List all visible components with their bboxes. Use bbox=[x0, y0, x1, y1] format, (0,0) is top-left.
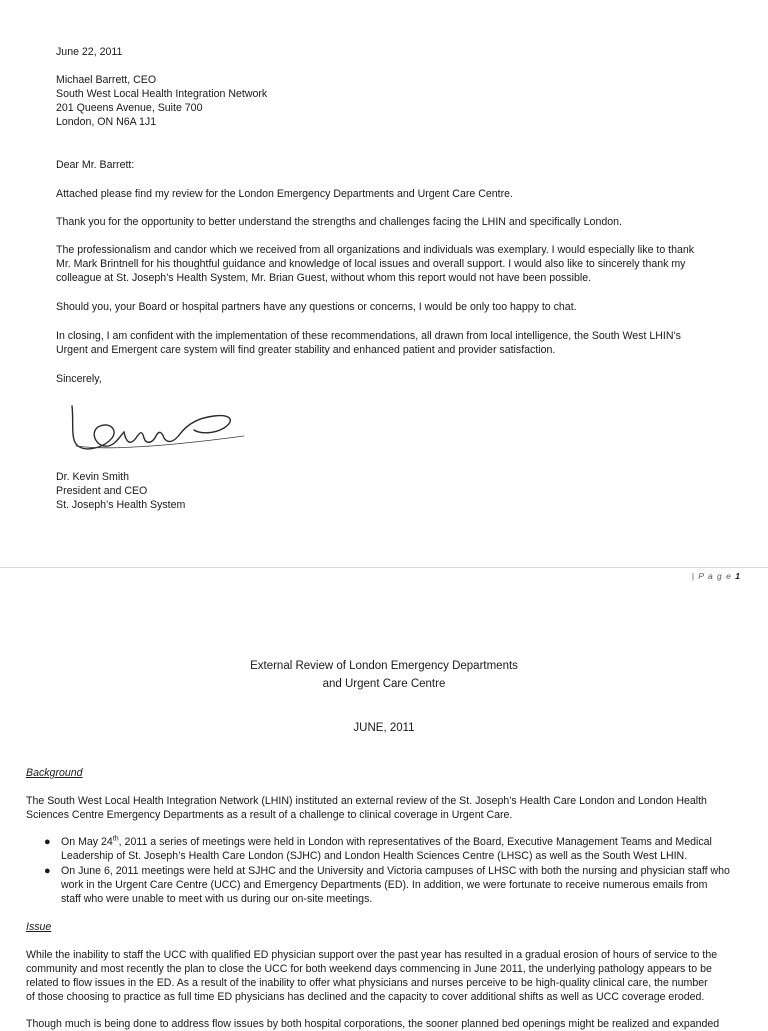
issue-heading: Issue bbox=[26, 921, 52, 933]
paragraph-line: related to flow issues in the ED. As a result of the inability to offer what physicians and nurses perceive to be high-quality clinical care, the number bbox=[26, 977, 708, 989]
paragraph-line: colleague at St. Joseph’s Health System, Mr. Brian Guest, without whom this report would not have been possible. bbox=[56, 272, 592, 284]
address-line: South West Local Health Integration Network bbox=[56, 88, 268, 100]
handwritten-signature bbox=[64, 398, 254, 458]
salutation: Dear Mr. Barrett: bbox=[56, 159, 135, 171]
report-date: JUNE, 2011 bbox=[353, 722, 415, 734]
paragraph-line: Sciences Centre Emergency Departments as a result of a challenge to clinical coverage in Urgent Care. bbox=[26, 809, 513, 821]
letter-paragraph bbox=[56, 215, 622, 229]
paragraph-line: community and most recently the plan to close the UCC for both weekend days commencing in June 2011, the underlying pathology appears to be bbox=[26, 963, 712, 975]
paragraph-line: The South West Local Health Integration Network (LHIN) instituted an external review of the St. Joseph’s Health Care London and London Health bbox=[26, 795, 707, 807]
bullet-text: , 2011 a series of meetings were held in London with representatives of the Board, Executive Management Teams and Medical bbox=[118, 836, 712, 848]
letter-paragraph bbox=[56, 187, 513, 201]
report-title-line: External Review of London Emergency Departments bbox=[250, 660, 518, 672]
bullet-text: Leadership of St. Joseph’s Health Care London (SJHC) and London Health Sciences Centre (LHSC) as well as the South West LHIN. bbox=[61, 850, 688, 862]
report-title bbox=[0, 657, 768, 693]
bullet-icon: ● bbox=[44, 865, 51, 877]
bullet-text: work in the Urgent Care Centre (UCC) and Emergency Departments (ED). In addition, we were fortunate to receive numerous emails from bbox=[61, 879, 708, 891]
page-number-value: 1 bbox=[735, 571, 741, 581]
letter-paragraph bbox=[56, 300, 577, 314]
recipient-address bbox=[56, 73, 267, 129]
paragraph-line: Should you, your Board or hospital partners have any questions or concerns, I would be only too happy to chat. bbox=[56, 301, 577, 313]
address-line: Michael Barrett, CEO bbox=[56, 74, 157, 86]
bullet-icon: ● bbox=[44, 836, 51, 848]
paragraph-line: Urgent and Emergent care system will find greater stability and enhanced patient and provider satisfaction. bbox=[56, 344, 556, 356]
letter-paragraph bbox=[56, 329, 681, 357]
signer-block bbox=[56, 470, 185, 512]
paragraph-line: While the inability to staff the UCC with qualified ED physician support over the past year has resulted in a gradual erosion of hours of service to the bbox=[26, 949, 718, 961]
letter-date: June 22, 2011 bbox=[56, 46, 123, 58]
closing: Sincerely, bbox=[56, 373, 102, 385]
bullet-item bbox=[44, 864, 730, 906]
bullet-text: staff who were unable to meet with us during our on-site meetings. bbox=[61, 893, 373, 905]
signer-title: President and CEO bbox=[56, 485, 148, 497]
paragraph-line: of those choosing to practice as full time ED physicians has declined and the capacity to cover additional shifts as well as UCC coverage eroded. bbox=[26, 991, 705, 1003]
address-line: London, ON N6A 1J1 bbox=[56, 116, 157, 128]
page-label: | P a g e bbox=[691, 571, 732, 581]
issue-paragraph bbox=[26, 948, 717, 1004]
background-paragraph bbox=[26, 794, 707, 822]
page-divider bbox=[0, 567, 768, 568]
report-title-line: and Urgent Care Centre bbox=[322, 678, 446, 690]
bullet-item bbox=[44, 835, 712, 863]
paragraph-line: Attached please find my review for the London Emergency Departments and Urgent Care Centre. bbox=[56, 188, 513, 200]
continued-paragraph: Though much is being done to address flow issues by both hospital corporations, the sooner planned bed openings might be realized and expanded bbox=[26, 1018, 720, 1030]
superscript: th bbox=[112, 835, 119, 843]
bullet-text: On May 24 bbox=[61, 836, 113, 848]
page-number bbox=[692, 569, 741, 583]
paragraph-line: Mr. Mark Brintnell for his thoughtful guidance and knowledge of local issues and overall support. I would also like to sincerely thank my bbox=[56, 258, 686, 270]
paragraph-line: In closing, I am confident with the implementation of these recommendations, all drawn from local intelligence, the South West LHIN’s bbox=[56, 330, 681, 342]
signer-organization: St. Joseph’s Health System bbox=[56, 499, 186, 511]
signer-name: Dr. Kevin Smith bbox=[56, 471, 130, 483]
letter-paragraph bbox=[56, 243, 694, 285]
paragraph-line: The professionalism and candor which we received from all organizations and individuals was exemplary. I would especially like to thank bbox=[56, 244, 695, 256]
address-line: 201 Queens Avenue, Suite 700 bbox=[56, 102, 203, 114]
paragraph-line: Thank you for the opportunity to better understand the strengths and challenges facing the LHIN and specifically London. bbox=[56, 216, 622, 228]
background-heading: Background bbox=[26, 767, 83, 779]
bullet-text: On June 6, 2011 meetings were held at SJHC and the University and Victoria campuses of LHSC with both the nursing and physician staff who bbox=[61, 865, 730, 877]
